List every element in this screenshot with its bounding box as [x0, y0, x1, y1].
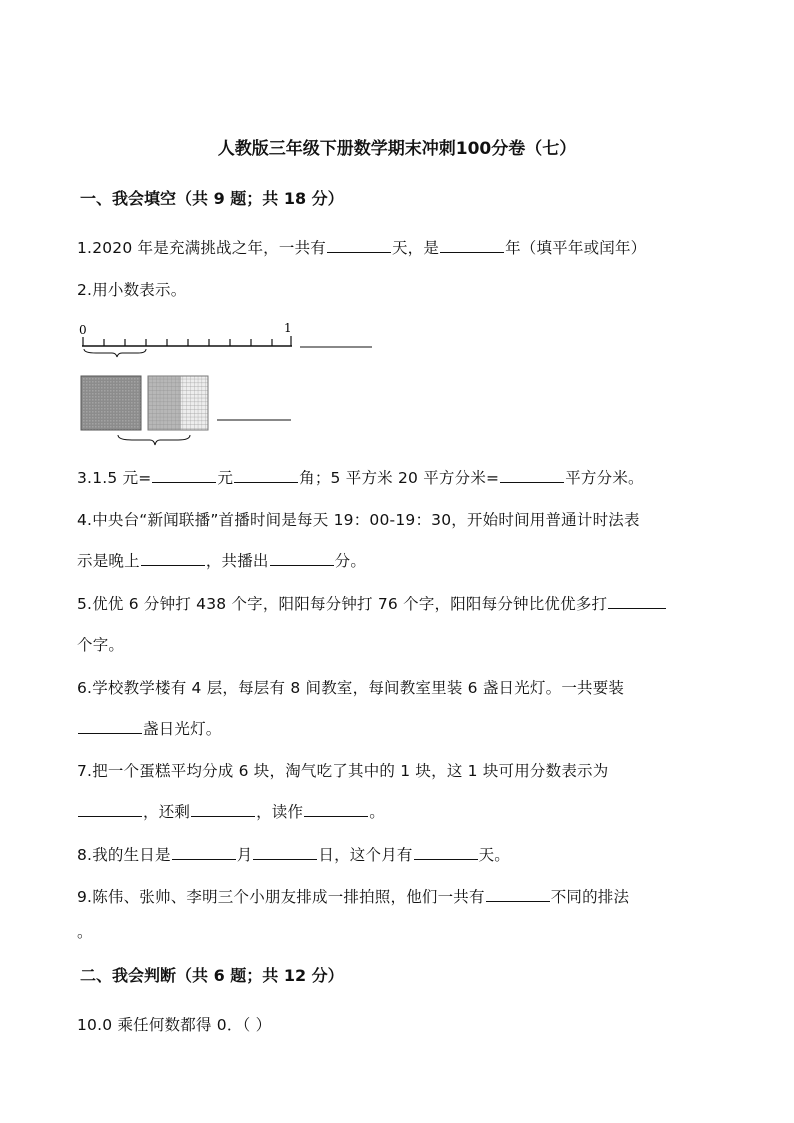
question-9-line-2: 。	[77, 923, 93, 941]
q9-text-a: 9.陈伟、张帅、李明三个小朋友排成一排拍照，他们一共有	[77, 888, 485, 906]
question-4-line-2	[77, 549, 366, 571]
section-heading-judge: 二、我会判断（共 6 题；共 12 分）	[80, 966, 344, 985]
partial-shaded-area	[148, 376, 181, 430]
q8-text-a: 8.我的生日是	[77, 846, 171, 864]
answer-blank[interactable]	[414, 858, 478, 860]
question-6-line-2	[77, 717, 222, 739]
q9-text-b: 不同的排法	[550, 888, 630, 906]
number-line-start-label: 0	[79, 323, 87, 337]
question-5-line-2: 个字。	[77, 636, 125, 654]
q1-text-b: 天，是	[391, 239, 440, 257]
answer-blank[interactable]	[440, 251, 504, 253]
number-line-brace	[84, 349, 146, 357]
answer-blank[interactable]	[172, 858, 236, 860]
q6-text-b: 盏日光灯。	[143, 720, 222, 738]
q4-text-c: ，共播出	[205, 552, 269, 570]
answer-blank[interactable]	[327, 251, 391, 253]
answer-blank[interactable]	[253, 858, 317, 860]
question-5-line-1	[77, 592, 667, 614]
number-line-figure	[76, 318, 376, 360]
grid-brace	[118, 435, 190, 445]
page-title: 人教版三年级下册数学期末冲刺100分卷（七）	[217, 139, 577, 159]
answer-blank[interactable]	[234, 481, 298, 483]
q3-text-b: 元	[217, 469, 234, 487]
answer-blank[interactable]	[486, 900, 550, 902]
question-1	[77, 236, 646, 258]
q7-text-b: ，还剩	[143, 803, 191, 821]
answer-blank[interactable]	[191, 815, 255, 817]
question-7-line-1: 7.把一个蛋糕平均分成 6 块，淘气吃了其中的 1 块，这 1 块可用分数表示为	[77, 762, 609, 780]
q3-text-a: 3.1.5 元=	[77, 469, 152, 487]
q4-text-d: 分。	[334, 552, 367, 570]
number-line-ticks	[83, 336, 291, 346]
q8-text-b: 月	[236, 846, 253, 864]
answer-blank[interactable]	[141, 564, 205, 566]
q7-text-d: 。	[369, 803, 385, 821]
q8-text-c: 日，这个月有	[318, 846, 413, 864]
answer-blank[interactable]	[152, 481, 216, 483]
decimal-grid-figure	[80, 375, 295, 447]
q8-text-d: 天。	[478, 846, 511, 864]
question-9-line-1	[77, 885, 629, 907]
section-heading-fill-blank: 一、我会填空（共 9 题；共 18 分）	[80, 189, 344, 208]
question-4-line-1: 4.中央台“新闻联播”首播时间是每天 19：00-19：30，开始时间用普通计时法表	[77, 511, 640, 529]
answer-blank[interactable]	[304, 815, 368, 817]
q4-text-b: 示是晚上	[77, 552, 140, 570]
q1-text-c: 年（填平年或闰年）	[505, 239, 647, 257]
answer-blank[interactable]	[500, 481, 564, 483]
q7-text-c: ，读作	[256, 803, 304, 821]
answer-blank[interactable]	[78, 815, 142, 817]
number-line-end-label: 1	[284, 321, 292, 335]
answer-blank[interactable]	[608, 607, 666, 609]
question-7-line-2	[77, 800, 385, 822]
shaded-full-square	[81, 376, 141, 430]
question-2: 2.用小数表示。	[77, 281, 187, 299]
question-6-line-1: 6.学校教学楼有 4 层，每层有 8 间教室，每间教室里装 6 盏日光灯。一共要装	[77, 679, 625, 697]
q3-text-d: 平方分米。	[565, 469, 644, 487]
q5-text-a: 5.优优 6 分钟打 438 个字，阳阳每分钟打 76 个字，阳阳每分钟比优优多打	[77, 595, 608, 613]
question-8	[77, 843, 510, 865]
answer-blank[interactable]	[78, 732, 142, 734]
q3-text-c: 角；5 平方米 20 平方分米=	[299, 469, 500, 487]
question-3	[77, 466, 644, 488]
answer-blank[interactable]	[270, 564, 334, 566]
q1-text-a: 1.2020 年是充满挑战之年，一共有	[77, 239, 326, 257]
question-10: 10.0 乘任何数都得 0．（ ）	[77, 1016, 272, 1034]
